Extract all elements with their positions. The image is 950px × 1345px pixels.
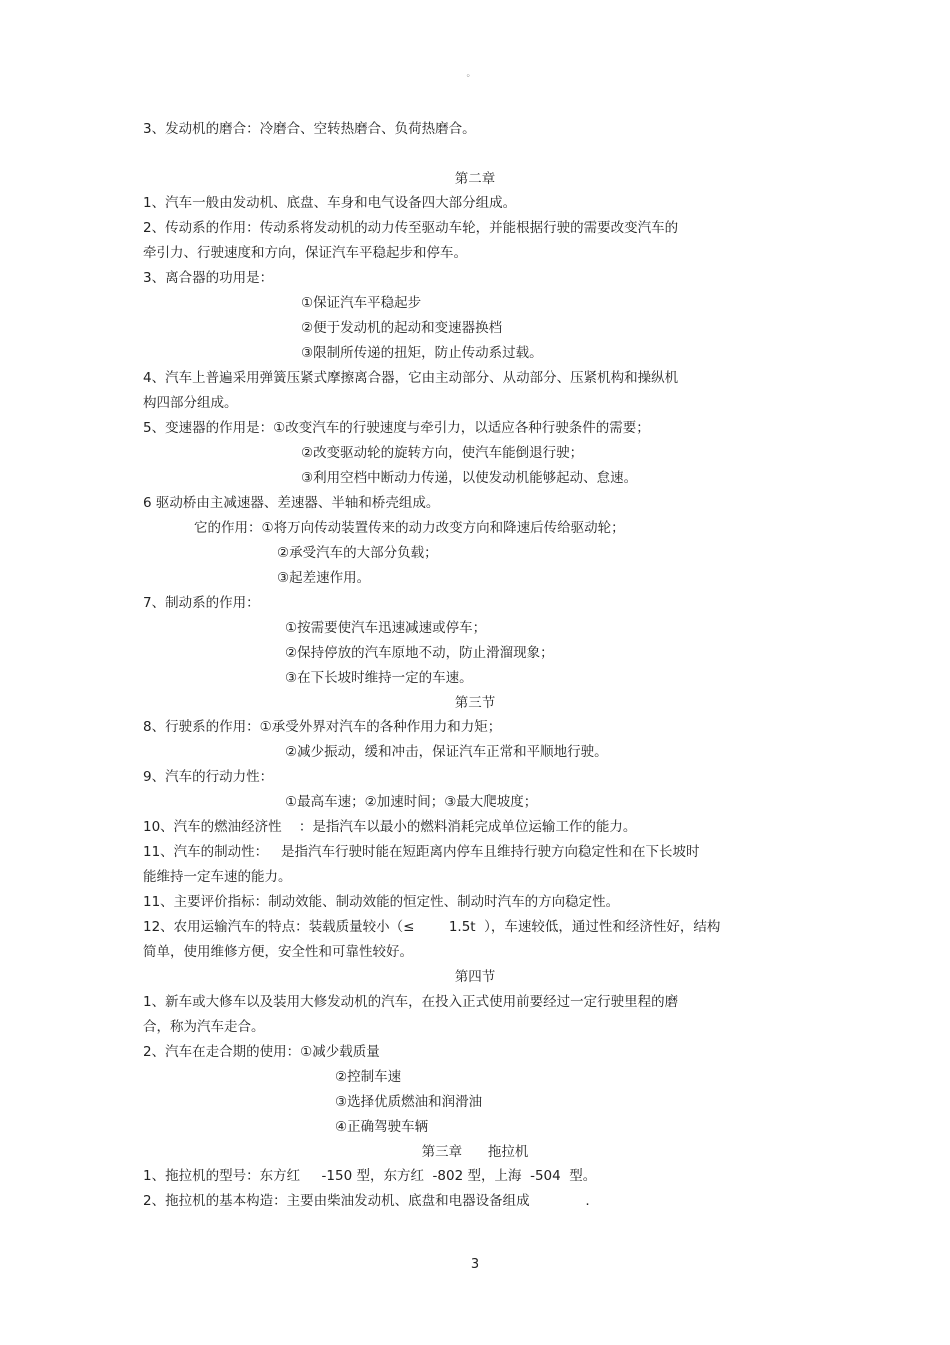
text-line: 5、变速器的作用是：①改变汽车的行驶速度与牵引力，以适应各种行驶条件的需要； xyxy=(143,420,650,436)
text-line: 牵引力、行驶速度和方向，保证汽车平稳起步和停车。 xyxy=(143,245,467,261)
list-item: ②保持停放的汽车原地不动，防止滑溜现象； xyxy=(285,645,554,661)
text-line: 9、汽车的行动力性： xyxy=(143,769,274,785)
list-item: ②改变驱动轮的旋转方向，使汽车能倒退行驶； xyxy=(301,445,584,461)
text-line: 10、汽车的燃油经济性 ：是指汽车以最小的燃料消耗完成单位运输工作的能力。 xyxy=(143,819,637,835)
list-item: ②控制车速 xyxy=(335,1069,402,1085)
text-line: 1、新车或大修车以及装用大修发动机的汽车，在投入正式使用前要经过一定行驶里程的磨 xyxy=(143,994,679,1010)
text-line: 4、汽车上普遍采用弹簧压紧式摩擦离合器，它由主动部分、从动部分、压紧机构和操纵机 xyxy=(143,370,679,386)
text-line: 2、汽车在走合期的使用：①减少载质量 xyxy=(143,1044,380,1060)
text-line: 7、制动系的作用： xyxy=(143,595,260,611)
text-line: 8、行驶系的作用：①承受外界对汽车的各种作用力和力矩； xyxy=(143,719,502,735)
list-item: ②减少振动，缓和冲击，保证汽车正常和平顺地行驶。 xyxy=(285,744,608,760)
text-line: 简单，使用维修方便，安全性和可靠性较好。 xyxy=(143,944,413,960)
list-item: ①按需要使汽车迅速减速或停车； xyxy=(285,620,487,636)
text-line: 能维持一定车速的能力。 xyxy=(143,869,292,885)
section-heading: 第二章 xyxy=(454,171,496,187)
text-line: 1、拖拉机的型号：东方红 -150 型，东方红 -802 型，上海 -504 型。 xyxy=(143,1168,597,1184)
list-item: ③选择优质燃油和润滑油 xyxy=(335,1094,483,1110)
header-mark: 。 xyxy=(466,69,476,79)
text-line: 11、主要评价指标：制动效能、制动效能的恒定性、制动时汽车的方向稳定性。 xyxy=(143,894,620,910)
list-item: ①最高车速；②加速时间；③最大爬坡度； xyxy=(285,794,538,810)
text-line: 3、发动机的磨合：冷磨合、空转热磨合、负荷热磨合。 xyxy=(143,121,476,137)
list-item: ④正确驾驶车辆 xyxy=(335,1119,429,1135)
section-heading: 第四节 xyxy=(454,969,496,985)
text-line: 3、离合器的功用是： xyxy=(143,270,274,286)
page-number: 3 xyxy=(470,1257,480,1272)
list-item: ③在下长坡时维持一定的车速。 xyxy=(285,670,473,686)
list-item: ②承受汽车的大部分负载； xyxy=(277,545,438,561)
list-item: ②便于发动机的起动和变速器换档 xyxy=(301,320,503,336)
text-line: 构四部分组成。 xyxy=(143,395,238,411)
section-heading: 第三节 xyxy=(454,695,496,711)
text-line: 12、农用运输汽车的特点：装载质量较小（≤ 1.5t ），车速较低，通过性和经济性好，结构 xyxy=(143,919,721,935)
text-line: 6 驱动桥由主减速器、差速器、半轴和桥壳组成。 xyxy=(143,495,440,511)
list-item: ③起差速作用。 xyxy=(277,570,371,586)
text-line: 合，称为汽车走合。 xyxy=(143,1019,265,1035)
text-line: 1、汽车一般由发动机、底盘、车身和电气设备四大部分组成。 xyxy=(143,195,517,211)
text-line: 2、传动系的作用：传动系将发动机的动力传至驱动车轮，并能根据行驶的需要改变汽车的 xyxy=(143,220,679,236)
list-item: ①保证汽车平稳起步 xyxy=(301,295,422,311)
text-line: 它的作用：①将万向传动装置传来的动力改变方向和降速后传给驱动轮； xyxy=(194,520,625,536)
list-item: ③利用空档中断动力传递，以使发动机能够起动、怠速。 xyxy=(301,470,638,486)
chapter-heading: 第三章 拖拉机 xyxy=(421,1144,529,1160)
text-line: 2、拖拉机的基本构造：主要由柴油发动机、底盘和电器设备组成 . xyxy=(143,1193,590,1209)
list-item: ③限制所传递的扭矩，防止传动系过载。 xyxy=(301,345,543,361)
text-line: 11、汽车的制动性： 是指汽车行驶时能在短距离内停车且维持行驶方向稳定性和在下长坡时 xyxy=(143,844,700,860)
